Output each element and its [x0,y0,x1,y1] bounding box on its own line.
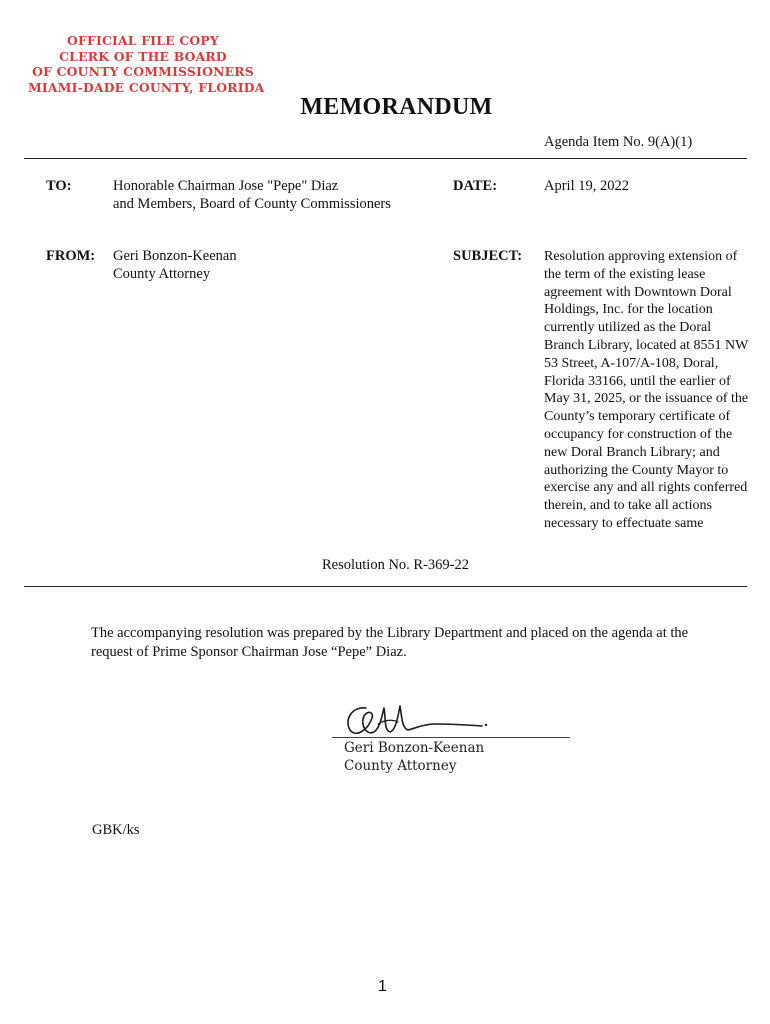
signature-line [332,737,570,738]
page-number: 1 [378,978,387,995]
stamp-line-3: OF COUNTY COMMISSIONERS [32,64,254,79]
header-bottom-rule [24,586,747,587]
official-file-copy-stamp [28,33,265,95]
subject-label: SUBJECT: [453,248,523,264]
date-label: DATE: [453,178,498,194]
to-label: TO: [46,178,72,194]
from-label: FROM: [46,248,96,264]
subject-text: Resolution approving extension of the term of the existing lease agreement with Downtown Doral Holdings, Inc. for the location currently utilized as the Doral Branch Library, located at 8551 NW 53 Street, A-107/A-108, Doral, Florida 33166, until the earlier of May 31, 2025, or the issuance of the County’s temporary certificate of occupancy for construction of the new Doral Branch Library; and authorizing the County Mayor to exercise any and all rights conferred therein, and to take all actions necessary to effectuate same [544,249,749,531]
to-line-1: Honorable Chairman Jose "Pepe" Diaz [113,178,339,194]
signatory-name: Geri Bonzon-Keenan [344,740,485,756]
typist-initials: GBK/ks [92,822,140,838]
memo-title: MEMORANDUM [300,94,493,120]
stamp-line-2: CLERK OF THE BOARD [59,48,227,64]
from-sender [113,248,413,284]
date-value: April 19, 2022 [544,178,629,194]
handwritten-signature [338,694,498,742]
to-recipients [113,178,433,214]
signatory-title: County Attorney [344,758,457,774]
header-top-rule [24,158,747,159]
to-line-2: and Members, Board of County Commissioners [113,195,391,212]
from-line-2: County Attorney [113,265,211,282]
stamp-line-4: MIAMI-DADE COUNTY, FLORIDA [28,79,265,95]
body-paragraph: The accompanying resolution was prepared by the Library Department and placed on the agenda at the request of Prime Sponsor Chairman Jose “Pepe” Diaz. [91,625,689,660]
from-line-1: Geri Bonzon-Keenan [113,248,237,264]
agenda-item-number: Agenda Item No. 9(A)(1) [544,134,693,150]
stamp-line-1: OFFICIAL FILE COPY [67,33,219,48]
resolution-number: Resolution No. R-369-22 [322,557,470,573]
